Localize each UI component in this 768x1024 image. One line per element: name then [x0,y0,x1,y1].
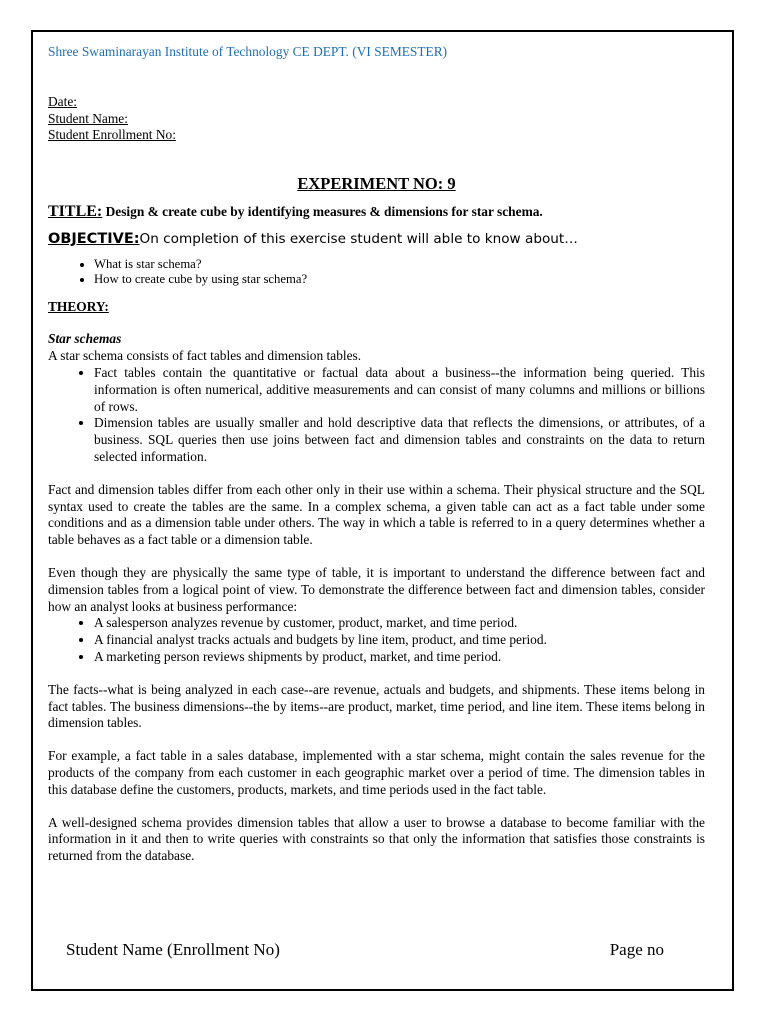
list-item: • What is star schema? [94,257,705,273]
institute-header: Shree Swaminarayan Institute of Technology CE DEPT. (VI SEMESTER) [48,44,448,59]
student-name-label: Student Name: [48,110,128,126]
title-text: Design & create cube by identifying measures & dimensions for star schema. [105,203,543,219]
footer-student-name: Student Name (Enrollment No) [66,940,280,959]
star-schema-bullets [48,365,705,466]
title-line [48,204,705,221]
star-schema-intro: A star schema consists of fact tables and dimension tables. [48,348,362,364]
list-item: • Dimension tables are usually smaller and hold descriptive data that reflects the dimensions, or attributes, of a business. SQL queries then use joins between fact and dimension tables and constraints on the data to return selected information. [94,415,705,465]
list-item: • Fact tables contain the quantitative or factual data about a business--the information being queried. This information is often numerical, additive measurements and can consist of many columns and millions or billions of rows. [94,365,705,415]
analyst-bullets [48,615,705,665]
enrollment-label: Student Enrollment No: [48,127,176,143]
objective-line [48,231,705,248]
paragraph: A well-designed schema provides dimension tables that allow a user to browse a database to become familiar with the information in it and then to write queries with constraints so that only the information that satisfies those constraints is returned from the database. [48,814,705,864]
experiment-heading: EXPERIMENT NO: 9 [297,174,456,194]
list-item: • A financial analyst tracks actuals and budgets by line item, product, and time period. [94,632,705,649]
objective-label: OBJECTIVE: [48,230,140,247]
document-body [48,44,705,865]
paragraph: The facts--what is being analyzed in each case--are revenue, actuals and budgets, and shipments. These items belong in fact tables. The business dimensions--the by items--are product, market, time period, and line item. These items belong in dimension tables. [48,681,705,731]
objective-list [48,257,705,288]
star-schemas-subheading: Star schemas [48,331,122,347]
paragraph: For example, a fact table in a sales database, implemented with a star schema, might contain the sales revenue for the products of the company from each customer in each geographic market over a period of time. The dimension tables in this database define the customers, products, markets, and time periods used in the fact table. [48,748,705,797]
list-item: • How to create cube by using star schema? [94,272,705,288]
title-label: TITLE: [48,202,103,220]
paragraph: Fact and dimension tables differ from each other only in their use within a schema. Their physical structure and the SQL syntax used to create the tables are the same. In a complex schema, a given table can act as a fact table under some conditions and as a dimension table under others. The way in which a table is referred to in a query determines whether a table behaves as a fact table or a dimension table. [48,481,705,548]
paragraph: Even though they are physically the same type of table, it is important to understand the difference between fact and dimension tables from a logical point of view. To demonstrate the difference between fact and dimension tables, consider how an analyst looks at business performance: [48,564,705,614]
objective-text: On completion of this exercise student will able to know about… [139,230,578,247]
list-item: • A marketing person reviews shipments by product, market, and time period. [94,649,705,666]
footer-page-number: Page no [609,940,664,959]
theory-heading: THEORY: [48,298,109,314]
student-meta [48,94,705,144]
list-item: • A salesperson analyzes revenue by customer, product, market, and time period. [94,615,705,632]
date-label: Date: [48,93,77,109]
